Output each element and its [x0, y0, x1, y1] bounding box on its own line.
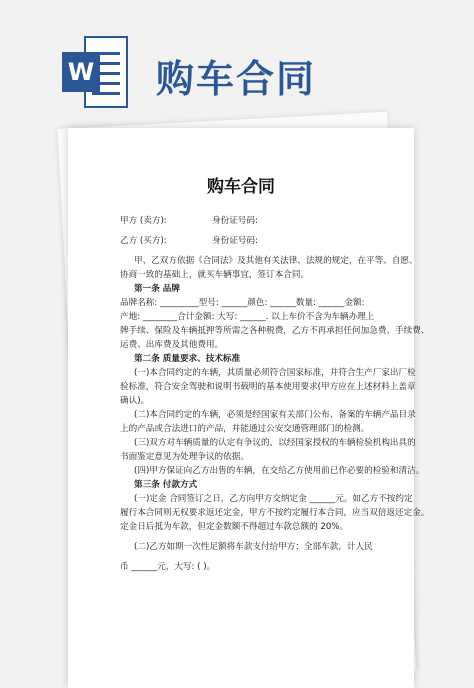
party-a-row — [120, 214, 384, 228]
s1-line-4: 运费、出库费及其他费用。 — [120, 340, 224, 350]
s1-line-3: 牌手续、保险及车辆抵押等所需之各种税费，乙方不再承担任何加急费、手续费、 — [120, 326, 430, 336]
s1-line-1: 品牌名称: _________型号: ______颜色: ______数量: ______金额: — [120, 298, 365, 308]
party-b-id-label: 身份证号码: — [212, 236, 258, 246]
party-b-label: 乙方 (买方): — [120, 236, 167, 246]
word-icon — [62, 36, 134, 108]
s2-p1-line-3: 确认)。 — [120, 396, 150, 406]
section-3-heading: 第三条 付款方式 — [134, 480, 198, 490]
banner — [0, 0, 474, 118]
document-title: 购车合同 — [207, 177, 275, 197]
s3-p1-line-3: 定金日后抵为车款，但定金数额不得超过车款总额的 20%。 — [120, 522, 349, 532]
s2-p2-line-2: 上的产品或合法进口的产品，并能通过公安交通管理部门的检测。 — [120, 424, 370, 434]
document-body — [120, 214, 430, 574]
section-2-heading: 第二条 质量要求、技术标准 — [134, 354, 241, 364]
s2-p3-line-1: (三)双方对车辆质量的认定有争议的，以经国家授权的车辆检验机构出具的 — [134, 438, 416, 448]
s3-p1-line-2: 履行本合同则无权要求返还定金，甲方不按约定履行本合同，应当双倍返还定金。 — [120, 508, 430, 518]
intro-line-1: 甲、乙双方依据《合同法》及其他有关法律、法规的规定，在平等、自愿、 — [134, 256, 418, 266]
document-page — [68, 128, 430, 688]
s2-p4-line: (四)甲方保证向乙方出售的车辆，在交给乙方使用前已作必要的检验和清洁。 — [134, 466, 425, 476]
intro-line-2: 协商一致的基础上，就买车辆事宜，签订本合同。 — [120, 270, 310, 280]
s3-p2-line-1: (二)乙方如期一次性足额将车款支付给甲方：全部车款，计人民 — [134, 542, 373, 552]
word-icon-letter: W — [62, 52, 100, 92]
s3-p1-line-1: (一)定金 合同签订之日，乙方向甲方交纳定金 ______元。如乙方不按约定 — [134, 494, 413, 504]
banner-title: 购车合同 — [156, 57, 317, 101]
s2-p1-line-2: 验标准，符合安全驾驶和说明书载明的基本使用要求(甲方应在上述材料上盖章 — [120, 382, 416, 392]
party-a-id-label: 身份证号码: — [212, 216, 258, 226]
s3-p2-line-2: 币 ______元，大写: ( )。 — [120, 562, 216, 572]
s2-p2-line-1: (二)本合同约定的车辆，必须是经国家有关部门公布、备案的车辆产品目录 — [134, 410, 416, 420]
s1-line-2: 产地: ________合计金额: 大写: ______. 以上车价不含为车辆办理上 — [120, 312, 375, 322]
s2-p1-line-1: (一)本合同约定的车辆，其质量必须符合国家标准，并符合生产厂家出厂检 — [134, 368, 416, 378]
party-b-row — [120, 234, 384, 248]
party-a-label: 甲方 (卖方): — [120, 216, 167, 226]
s2-p3-line-2: 书面鉴定意见为处理争议的依据。 — [120, 452, 249, 462]
section-1-heading: 第一条 品牌 — [134, 284, 180, 294]
